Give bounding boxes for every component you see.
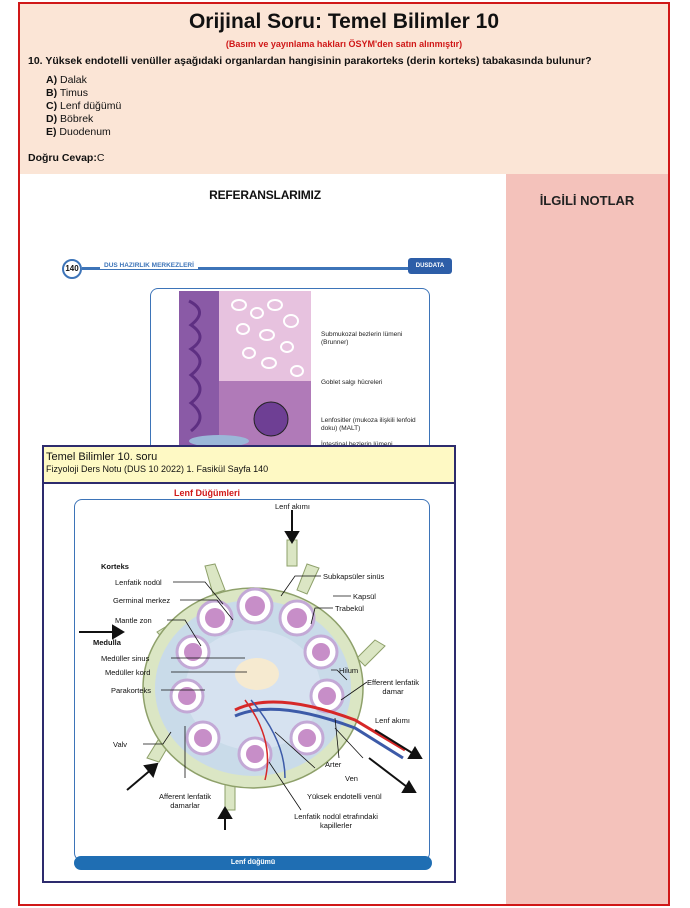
option-b: B) Timus <box>46 87 89 99</box>
page-frame <box>18 2 670 906</box>
label-valv: Valv <box>113 740 128 749</box>
label-yuksek-endotelli: Yüksek endotelli venül <box>307 792 382 801</box>
label-germinal-merkez: Germinal merkez <box>113 596 171 605</box>
option-e: E) Duodenum <box>46 126 111 138</box>
card-title: Temel Bilimler 10. soru <box>46 451 158 463</box>
references-title: REFERANSLARIMIZ <box>209 188 321 202</box>
label-kapiller: Lenfatik nodül etrafındaki kapillerler <box>294 812 378 830</box>
notes-column <box>506 174 668 904</box>
label-meduller-kord: Medüller kord <box>105 668 151 677</box>
reference-card <box>42 445 456 883</box>
option-a: A) Dalak <box>46 74 87 86</box>
label-ven: Ven <box>345 774 358 783</box>
question-text: 10. Yüksek endotelli venüller aşağıdaki organlardan hangisinin parakorteks (derin korteks) tabakasında bulunur? <box>28 55 592 67</box>
label-goblet: Goblet salgı hücreleri <box>321 379 383 386</box>
option-c: C) Lenf düğümü <box>46 100 122 112</box>
card-header <box>44 447 454 484</box>
label-efferent: Efferent lenfatik damar <box>367 678 419 696</box>
label-arter: Arter <box>325 760 342 769</box>
options-list <box>46 74 121 139</box>
page-title: Orijinal Soru: Temel Bilimler 10 <box>188 10 500 33</box>
label-parakorteks: Parakorteks <box>111 686 152 695</box>
dusdata-logo: DUSDATA <box>408 258 452 274</box>
notes-title: İLGİLİ NOTLAR <box>539 193 635 208</box>
label-brunner: Submukozal bezlerin lümeni (Brunner) <box>321 331 403 346</box>
copyright-note: (Basım ve yayınlama hakları ÖSYM'den satın alınmıştır) <box>225 39 463 49</box>
book-brand: DUS HAZIRLIK MERKEZLERİ <box>100 262 198 269</box>
label-kapsul: Kapsül <box>353 592 376 601</box>
lymph-node-diagram <box>74 499 430 861</box>
label-medulla: Medulla <box>93 638 121 647</box>
label-hilum: Hilum <box>339 666 359 675</box>
correct-answer: Doğru Cevap:C <box>28 152 105 164</box>
diagram-caption: Lenf düğümü <box>74 856 432 870</box>
book-page-header <box>60 258 452 280</box>
label-malt: Lenfositler (mukoza ilişkili lenfoid doku) (MALT) <box>321 417 416 432</box>
label-lenf-akimi-right: Lenf akımı <box>375 716 411 725</box>
card-source: Fizyoloji Ders Notu (DUS 10 2022) 1. Fasikül Sayfa 140 <box>46 464 269 474</box>
label-trabekul: Trabekül <box>335 604 364 613</box>
label-meduller-sinus: Medüller sinus <box>101 654 150 663</box>
book-page-number: 140 <box>62 259 82 279</box>
label-lenf-akimi-top: Lenf akımı <box>275 502 311 511</box>
label-mantle-zon: Mantle zon <box>115 616 152 625</box>
diagram-title: Lenf Düğümleri <box>174 488 241 498</box>
option-d: D) Böbrek <box>46 113 94 125</box>
label-subkapsuler: Subkapsüler sinüs <box>323 572 385 581</box>
label-korteks: Korteks <box>101 562 129 571</box>
question-panel <box>20 4 668 174</box>
histology-figure <box>150 288 430 450</box>
duodenum-micrograph <box>179 291 311 449</box>
label-lenfatik-nodul: Lenfatik nodül <box>115 578 162 587</box>
label-afferent: Afferent lenfatik damarlar <box>159 792 211 810</box>
